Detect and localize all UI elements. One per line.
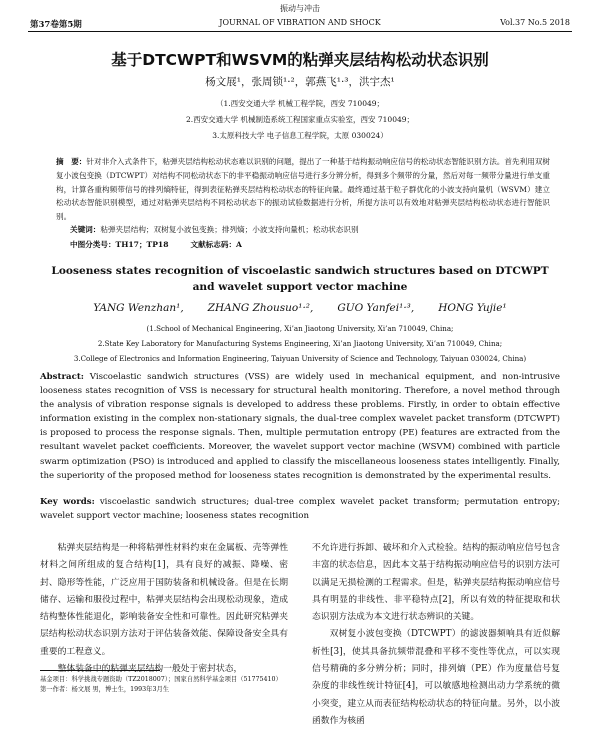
author-en-2: ZHANG Zhousuo¹·², [207,302,314,314]
footnote-fund: 基金项目：科学挑战专题资助（TZ2018007）；国家自然科学基金项目（51775410） [40,676,282,683]
body-column-right [312,540,560,730]
keywords-cn [70,224,550,235]
document-code: 文献标志码：A [190,240,242,249]
authors-en [0,302,600,314]
abstract-en [40,370,560,483]
affiliation-cn-2: 2.西安交通大学 机械制造系统工程国家重点实验室，西安 710049； [185,115,415,124]
paper-title-cn: 基于DTCWPT和WSVM的粘弹夹层结构松动状态识别 [111,51,489,69]
author-en-1: YANG Wenzhan¹, [93,302,184,314]
clc-number: 中图分类号：TH17；TP18 [70,240,169,249]
journal-name-cn: 振动与冲击 [280,4,320,13]
body-paragraph: 整体装备中的粘弹夹层结构一般处于密封状态， [57,664,243,675]
abstract-text-en: Viscoelastic sandwich structures (VSS) are widely used in mechanical equipment, and non-intrusive looseness states recognition of VSS is necessary for structural health monitoring. Therefore, a novel method through the analysis of vibration response signals is developed to address these problems. Firstly, in order to obtain effective information existing in the complex non-stationary signals, the dual-tree complex wavelet packet transform (DTCWPT) is proposed to process the response signals. Then, multiple permutation entropy (PE) features are extracted from the resultant wavelet packet coefficients. Moreover, the wavelet support vector machine (WSVM) combined with particle swarm optimization (PSO) is introduced and applied to classify the miscellaneous looseness states intelligently. Finally, the superiority of the proposed method for looseness states recognition is demonstrated by the experimental results. [40,372,560,481]
abstract-label-cn: 摘 要： [56,157,87,166]
keywords-text-cn: 粘弹夹层结构；双树复小波包变换；排列熵；小波支持向量机；松动状态识别 [100,225,359,234]
footnote-rule [40,670,160,671]
classification-cn [70,239,550,250]
author-en-4: HONG Yujie¹ [438,302,507,314]
footnotes [40,675,290,695]
body-paragraph: 双树复小波包变换（DTCWPT）的滤波器频响具有近似解析性[3]，使其具备抗频带混叠和平移不变性等优点，可以实现信号精确的多分辨分析；同时，排列熵（PE）作为度量信号复杂度的非线性统计特征[4]，可以敏感地检测出动力学系统的微小突变，建立从而表征结构松动状态的特征向量。另外，以小波函数作为核函 [312,629,560,726]
affiliation-cn-3: 3.太原科技大学 电子信息工程学院，太原 030024） [212,131,388,140]
keywords-label-en: Key words: [40,497,95,507]
body-paragraph: 粘弹夹层结构是一种将粘弹性材料约束在金属板、壳等弹性材料之间所组成的复合结构[1]，具有良好的减振、降噪、密封、隐形等性能，广泛应用于国防装备和机械设备。但是在长期储存、运输和服役过程中，粘弹夹层结构会出现松动现象，造成结构整体性能退化，影响装备安全性和可靠性。因此研究粘弹夹层结构松动状态识别方法对于评估装备效能、保障设备安全具有重要的工程意义。 [40,543,288,657]
header-rule [28,31,572,32]
paper-title-en: Looseness states recognition of viscoelastic sandwich structures based on DTCWPT and wavelet support vector machine [51,265,549,293]
keywords-en [40,495,560,523]
volume-en: Vol.37 No.5 2018 [500,18,570,27]
affiliation-cn-1: （1.西安交通大学 机械工程学院，西安 710049； [215,99,385,108]
volume-cn: 第37卷第5期 [30,20,82,30]
author-en-3: GUO Yanfei¹·³, [337,302,415,314]
keywords-text-en: viscoelastic sandwich structures; dual-tree complex wavelet packet transform; permutation entropy; wavelet support vector machine; looseness states recognition [40,497,560,522]
abstract-text-cn: 针对非介入式条件下，粘弹夹层结构松动状态难以识别的问题，提出了一种基于结构振动响应信号的松动状态智能识别方法。首先利用双树复小波包变换（DTCWPT）对结构不同松动状态下的非平稳振动响应信号进行多分辨分析，得到多个频带的分量，然后对每一频带分量进行单支重构，计算各重构频带信号的排列熵特征，得到表征粘弹夹层结构松动状态的特征向量。最终通过基于粒子群优化的小波支持向量机（WSVM）建立松动状态智能识别模型，通过对粘弹夹层结构不同松动状态下的振动试验数据进行分析，所提方法可以有效地对粘弹夹层结构松动状态进行智能识别。 [56,157,550,222]
affiliation-en-3: 3.College of Electronics and Information Engineering, Taiyuan University of Science and Technology, Taiyuan 030024, China) [73,354,527,363]
affiliation-en-1: (1.School of Mechanical Engineering, Xi’an Jiaotong University, Xi’an 710049, China; [146,324,454,333]
abstract-cn [56,155,550,224]
body-paragraph: 不允许进行拆卸、破坏和介入式检验。结构的振动响应信号包含丰富的状态信息，因此本文基于结构振动响应信号的识别方法可以满足无损检测的工程需求。但是，粘弹夹层结构振动响应信号具有明显的非线性、非平稳特点[2]，所以有效的特征提取和状态识别方法成为本文进行状态辨识的关键。 [312,543,560,623]
body-column-left [40,540,288,678]
footnote-author: 第一作者：杨文展 男，博士生，1993年3月生 [40,686,170,693]
journal-name-en: JOURNAL OF VIBRATION AND SHOCK [219,18,381,27]
affiliation-en-2: 2.State Key Laboratory for Manufacturing Systems Engineering, Xi’an Jiaotong University, Xi’an 710049, China; [97,339,503,348]
keywords-label-cn: 关键词： [70,225,101,234]
authors-cn: 杨文展¹，张周锁¹·²，郭燕飞¹·³，洪宇杰¹ [205,76,395,88]
abstract-label-en: Abstract: [40,372,84,382]
